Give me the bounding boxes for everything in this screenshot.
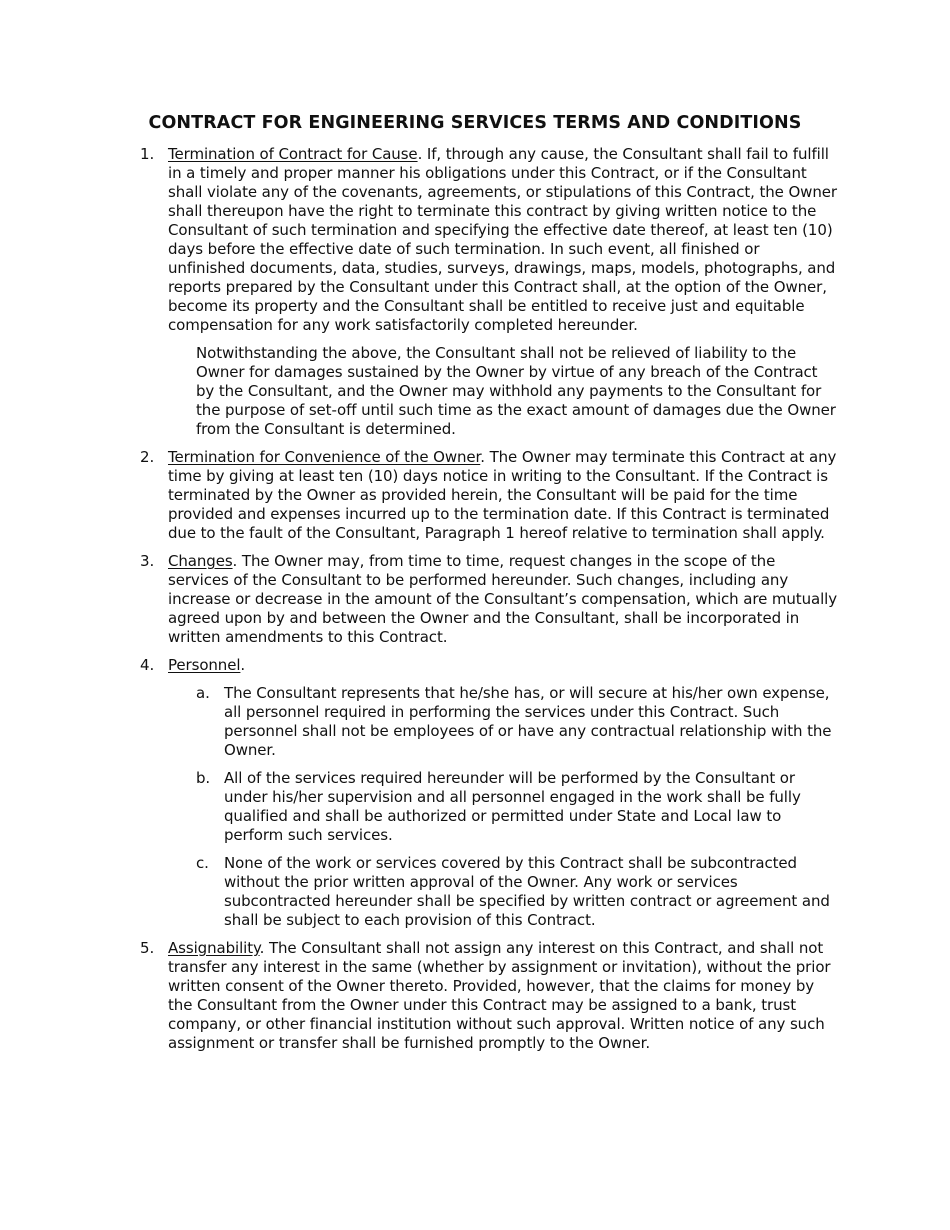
- section-assignability: [140, 939, 840, 1053]
- section-text: . If, through any cause, the Consultant shall fail to fulfill in a timely and proper manner his obligations under this Contract, or if the Consultant shall violate any of the covenants, agreements, or stipulations of this Contract, the Owner shall thereupon have the right to terminate this contract by giving written notice to the Consultant of such termination and specifying the effective date thereof, at least ten (10) days before the effective date of such termination. In such event, all finished or unfinished documents, data, studies, surveys, drawings, maps, models, photographs, and reports prepared by the Consultant under this Contract shall, at the option of the Owner, become its property and the Consultant shall be entitled to receive just and equitable compensation for any work satisfactorily completed hereunder.: [168, 145, 837, 334]
- section-termination-for-convenience: [140, 448, 840, 543]
- personnel-subitem-c: [196, 854, 840, 930]
- section-number: 4.: [140, 656, 155, 674]
- subitem-text: None of the work or services covered by this Contract shall be subcontracted without the prior written approval of the Owner. Any work or services subcontracted hereunder shall be specified by written contract or agreement and shall be subject to each provision of this Contract.: [224, 854, 830, 929]
- section-heading: Termination for Convenience of the Owner: [168, 448, 481, 466]
- section-text: . The Consultant shall not assign any interest on this Contract, and shall not transfer any interest in the same (whether by assignment or invitation), without the prior written consent of the Owner thereto. Provided, however, that the claims for money by the Consultant from the Owner under this Contract may be assigned to a bank, trust company, or other financial institution without such approval. Written notice of any such assignment or transfer shall be furnished promptly to the Owner.: [168, 939, 831, 1052]
- section-heading: Assignability: [168, 939, 260, 957]
- section-termination-for-cause: [140, 145, 840, 439]
- subitem-letter: a.: [196, 684, 210, 702]
- personnel-subitem-b: [196, 769, 840, 845]
- terms-list: [140, 145, 840, 1062]
- section-text: . The Owner may, from time to time, request changes in the scope of the services of the Consultant to be performed hereunder. Such changes, including any increase or decrease in the amount of the Consultant’s compensation, which are mutually agreed upon by and between the Owner and the Consultant, shall be incorporated in written amendments to this Contract.: [168, 552, 837, 646]
- section-heading: Termination of Contract for Cause: [168, 145, 418, 163]
- subitem-letter: c.: [196, 854, 209, 872]
- section-changes: [140, 552, 840, 647]
- subitem-letter: b.: [196, 769, 211, 787]
- section-number: 2.: [140, 448, 155, 466]
- section-sub-paragraph: Notwithstanding the above, the Consultant shall not be relieved of liability to the Owner for damages sustained by the Owner by virtue of any breach of the Contract by the Consultant, and the Owner may withhold any payments to the Consultant for the purpose of set-off until such time as the exact amount of damages due the Owner from the Consultant is determined.: [196, 344, 836, 438]
- subitem-text: All of the services required hereunder will be performed by the Consultant or under his/her supervision and all personnel engaged in the work shall be fully qualified and shall be authorized or permitted under State and Local law to perform such services.: [224, 769, 801, 844]
- section-number: 1.: [140, 145, 155, 163]
- document-title: CONTRACT FOR ENGINEERING SERVICES TERMS AND CONDITIONS: [148, 113, 802, 133]
- section-heading: Changes: [168, 552, 233, 570]
- section-personnel: [140, 656, 840, 930]
- section-heading: Personnel: [168, 656, 241, 674]
- section-number: 3.: [140, 552, 155, 570]
- section-text: .: [240, 656, 246, 674]
- personnel-subitem-a: [196, 684, 840, 760]
- section-number: 5.: [140, 939, 155, 957]
- subitem-text: The Consultant represents that he/she has, or will secure at his/her own expense, all personnel required in performing the services under this Contract. Such personnel shall not be employees of or have any contractual relationship with the Owner.: [224, 684, 832, 759]
- personnel-subitems: [196, 684, 840, 930]
- section-text: . The Owner may terminate this Contract at any time by giving at least ten (10) days notice in writing to the Consultant. If the Contract is terminated by the Owner as provided herein, the Consultant will be paid for the time provided and expenses incurred up to the termination date. If this Contract is terminated due to the fault of the Consultant, Paragraph 1 hereof relative to termination shall apply.: [168, 448, 837, 542]
